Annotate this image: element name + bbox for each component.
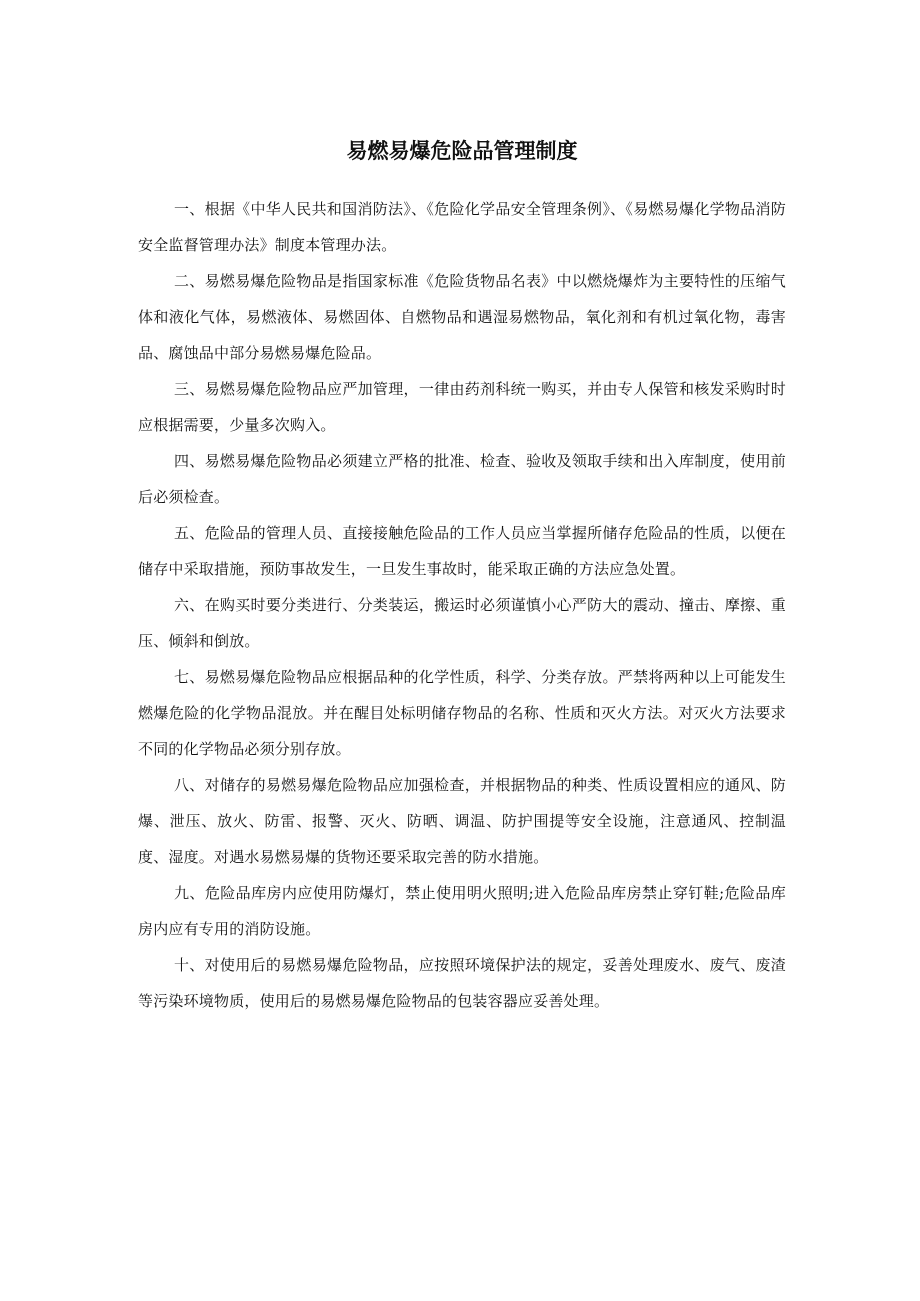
document-page bbox=[138, 131, 786, 1019]
paragraph-10: 十、对使用后的易燃易爆危险物品，应按照环境保护法的规定，妥善处理废水、废气、废渣等污染环境物质，使用后的易燃易爆危险物品的包装容器应妥善处理。 bbox=[138, 956, 786, 1010]
paragraph-8: 八、对储存的易燃易爆危险物品应加强检查，并根据物品的种类、性质设置相应的通风、防爆、泄压、放火、防雷、报警、灭火、防晒、调温、防护围提等安全设施，注意通风、控制温度、湿度。对遇水易燃易爆的货物还要采取完善的防水措施。 bbox=[138, 776, 786, 866]
paragraph-3: 三、易燃易爆危险物品应严加管理，一律由药剂科统一购买，并由专人保管和核发采购时时应根据需要，少量多次购入。 bbox=[138, 380, 786, 434]
paragraph-7: 七、易燃易爆危险物品应根据品种的化学性质，科学、分类存放。严禁将两种以上可能发生燃爆危险的化学物品混放。并在醒目处标明储存物品的名称、性质和灭火方法。对灭火方法要求不同的化学物品必须分别存放。 bbox=[138, 668, 786, 758]
paragraph-4: 四、易燃易爆危险物品必须建立严格的批准、检查、验收及领取手续和出入库制度，使用前后必须检查。 bbox=[138, 452, 786, 506]
document-title: 易燃易爆危险品管理制度 bbox=[346, 139, 578, 163]
paragraph-1: 一、根据《中华人民共和国消防法》、《危险化学品安全管理条例》、《易燃易爆化学物品消防安全监督管理办法》制度本管理办法。 bbox=[138, 200, 786, 254]
paragraph-6: 六、在购买时要分类进行、分类装运，搬运时必须谨慎小心严防大的震动、撞击、摩擦、重压、倾斜和倒放。 bbox=[138, 596, 786, 650]
paragraph-2: 二、易燃易爆危险物品是指国家标准《危险货物品名表》中以燃烧爆炸为主要特性的压缩气体和液化气体，易燃液体、易燃固体、自燃物品和遇湿易燃物品，氧化剂和有机过氧化物，毒害品、腐蚀品中部分易燃易爆危险品。 bbox=[138, 272, 786, 362]
paragraph-9: 九、危险品库房内应使用防爆灯，禁止使用明火照明;进入危险品库房禁止穿钉鞋;危险品库房内应有专用的消防设施。 bbox=[138, 884, 786, 938]
paragraph-5: 五、危险品的管理人员、直接接触危险品的工作人员应当掌握所储存危险品的性质，以便在储存中采取措施，预防事故发生，一旦发生事故时，能采取正确的方法应急处置。 bbox=[138, 524, 786, 578]
